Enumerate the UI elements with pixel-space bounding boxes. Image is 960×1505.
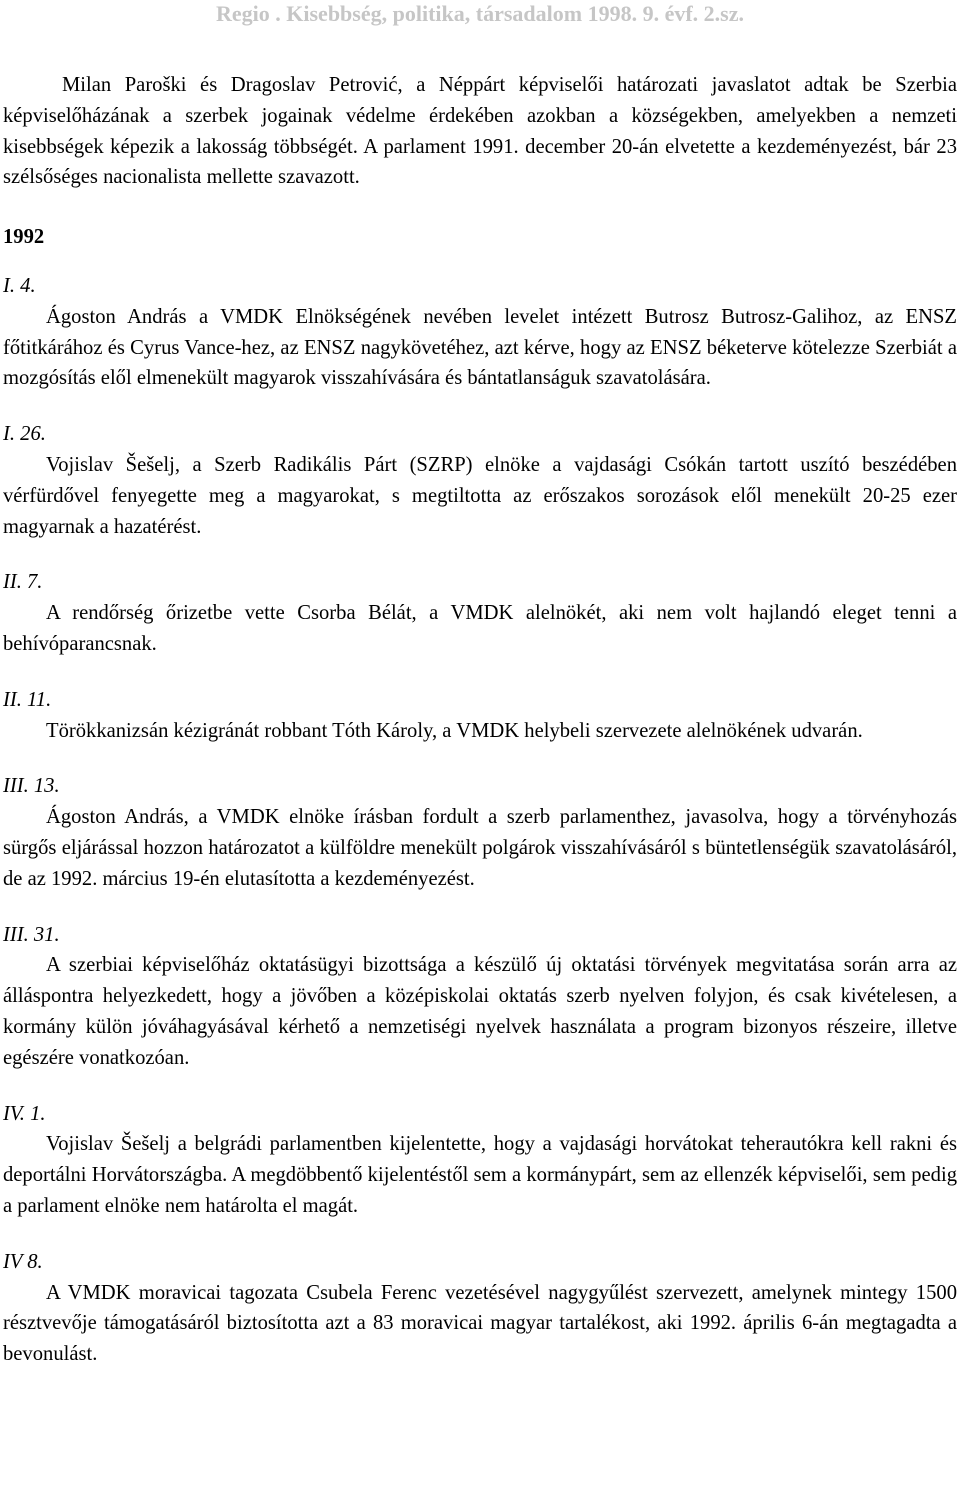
chronology-entry	[3, 567, 957, 659]
chronology-entry	[3, 271, 957, 394]
chronology-entry	[3, 419, 957, 542]
entry-date: I. 4.	[3, 274, 36, 297]
entry-text: A szerbiai képviselőház oktatásügyi bizottsága a készülő új oktatási törvények megvitatása során arra az álláspontra helyezkedett, hogy a jövőben a középiskolai oktatás szerb nyelven folyjon, és csak kivételesen, a kormány külön jóváhagyásával kérhető a nemzetiségi nyelvek használata a program bizonyos részeire, illetve egészére vonatkozóan.	[3, 954, 957, 1069]
running-header: Regio . Kisebbség, politika, társadalom 1998. 9. évf. 2.sz.	[216, 1, 744, 26]
chronology-entry	[3, 771, 957, 894]
entry-text: A VMDK moravicai tagozata Csubela Ferenc vezetésével nagygyűlést szervezett, amelynek mintegy 1500 résztvevője támogatásáról biztosította azt a 83 moravicai magyar tartalékost, aki 1992. április 6-án megtagadta a bevonulást.	[3, 1281, 957, 1366]
entry-date: II. 7.	[3, 571, 43, 594]
chronology-entry	[3, 1247, 957, 1370]
entry-text: Törökkanizsán kézigránát robbant Tóth Károly, a VMDK helybeli szervezete alelnökének udvarán.	[46, 719, 863, 742]
document-body	[3, 70, 957, 1370]
entry-date: III. 31.	[3, 923, 60, 946]
year-heading: 1992	[3, 226, 45, 249]
entry-text: Ágoston András, a VMDK elnöke írásban fordult a szerb parlamenthez, javasolva, hogy a törvényhozás sürgős eljárással hozzon határozatot a külföldre menekült polgárok visszahívásáról s büntetlenségük szavatolásáról, de az 1992. március 19-én elutasította a kezdeményezést.	[3, 806, 957, 890]
entry-text: A rendőrség őrizetbe vette Csorba Bélát, a VMDK alelnökét, aki nem volt hajlandó eleget tenni a behívóparancsnak.	[3, 602, 957, 655]
entry-text: Vojislav Šešelj a belgrádi parlamentben kijelentette, hogy a vajdasági horvátokat teherautókra kell rakni és deportálni Horvátországba. A megdöbbentő kijelentéstől sem a kormánypárt, sem az ellenzék képviselői, sem pedig a parlament elnöke nem határolta el magát.	[3, 1133, 957, 1217]
entry-date: IV. 1.	[3, 1102, 46, 1125]
chronology-entry	[3, 685, 957, 747]
intro-paragraph: Milan Paroški és Dragoslav Petrović, a Néppárt képviselői határozati javaslatot adtak be Szerbia képviselőházának a szerbek jogainak védelme érdekében azokban a községekben, amelyekben a nemzeti kisebbségek képezik a lakosság többségét. A parlament 1991. december 20-án elvetette a kezdeményezést, bár 23 szélsőséges nacionalista mellette szavazott.	[3, 74, 957, 189]
entry-date: III. 13.	[3, 775, 60, 798]
entry-date: II. 11.	[3, 688, 52, 711]
entry-text: Ágoston András a VMDK Elnökségének nevében levelet intézett Butrosz Butrosz-Galihoz, az ENSZ főtitkárához és Cyrus Vance-hez, az ENSZ nagykövetéhez, azt kérve, hogy az ENSZ béketerve kötelezze Szerbiát a mozgósítás elől elmenekült magyarok visszahívására és bántatlanságuk szavatolására.	[3, 305, 957, 390]
chronology-entry	[3, 1099, 957, 1222]
chronology-entry	[3, 920, 957, 1074]
entry-date: I. 26.	[3, 423, 46, 446]
entry-date: IV 8.	[3, 1250, 43, 1273]
entry-text: Vojislav Šešelj, a Szerb Radikális Párt (SZRP) elnöke a vajdasági Csókán tartott uszító beszédében vérfürdővel fenyegette meg a magyarokat, s megtiltotta az erőszakos sorozások elől menekült 20-25 ezer magyarnak a hazatérést.	[3, 453, 957, 538]
